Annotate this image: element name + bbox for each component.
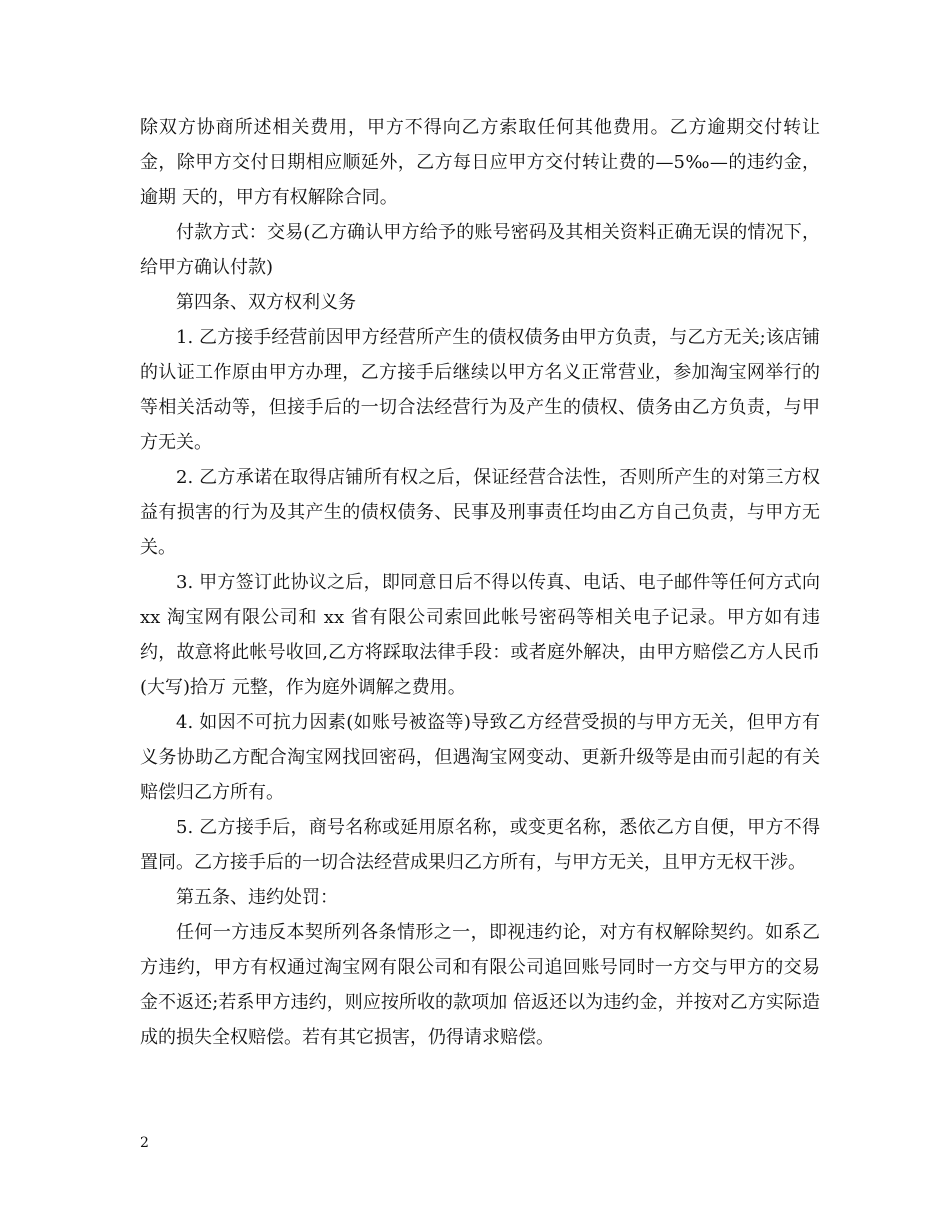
clause-1: 1. 乙方接手经营前因甲方经营所产生的债权债务由甲方负责，与乙方无关;该店铺的认证工作原由甲方办理，乙方接手后继续以甲方名义正常营业，参加淘宝网举行的等相关活动等，但接手后的一切合法经营行为及产生的债权、债务由乙方负责，与甲方无关。 bbox=[140, 327, 820, 453]
clause-5: 5. 乙方接手后，商号名称或延用原名称，或变更名称，悉依乙方自便，甲方不得置同。乙方接手后的一切合法经营成果归乙方所有，与甲方无关，且甲方无权干涉。 bbox=[140, 817, 820, 873]
paragraph-1: 除双方协商所述相关费用，甲方不得向乙方索取任何其他费用。乙方逾期交付转让金，除甲方交付日期相应顺延外，乙方每日应甲方交付转让费的—5‰—的违约金，逾期 天的，甲方有权解除合同。 bbox=[140, 117, 820, 208]
clause-4: 4. 如因不可抗力因素(如账号被盗等)导致乙方经营受损的与甲方无关，但甲方有义务协助乙方配合淘宝网找回密码，但遇淘宝网变动、更新升级等是由而引起的有关赔偿归乙方所有。 bbox=[140, 712, 820, 803]
section-heading-article-5: 第五条、违约处罚： bbox=[176, 887, 338, 908]
section-heading-article-4: 第四条、双方权利义务 bbox=[176, 292, 356, 313]
clause-2: 2. 乙方承诺在取得店铺所有权之后，保证经营合法性，否则所产生的对第三方权益有损害的行为及其产生的债权债务、民事及刑事责任均由乙方自己负责，与甲方无关。 bbox=[140, 467, 820, 558]
clause-3: 3. 甲方签订此协议之后，即同意日后不得以传真、电话、电子邮件等任何方式向 xx 淘宝网有限公司和 xx 省有限公司索回此帐号密码等相关电子记录。甲方如有违约，故意将此帐号收回,乙方将踩取法律手段：或者庭外解决，由甲方赔偿乙方人民币(大写)拾万 元整，作为庭外调解之费用。 bbox=[140, 572, 820, 698]
document-body bbox=[140, 110, 820, 1055]
page-number: 2 bbox=[140, 1135, 149, 1151]
paragraph-payment-method: 付款方式：交易(乙方确认甲方给予的账号密码及其相关资料正确无误的情况下，给甲方确认付款) bbox=[140, 222, 820, 278]
paragraph-breach-penalty: 任何一方违反本契所列各条情形之一，即视违约论，对方有权解除契约。如系乙方违约，甲方有权通过淘宝网有限公司和有限公司追回账号同时一方交与甲方的交易金不返还;若系甲方违约，则应按所收的款项加 倍返还以为违约金，并按对乙方实际造成的损失全权赔偿。若有其它损害，仍得请求赔偿。 bbox=[140, 922, 820, 1048]
